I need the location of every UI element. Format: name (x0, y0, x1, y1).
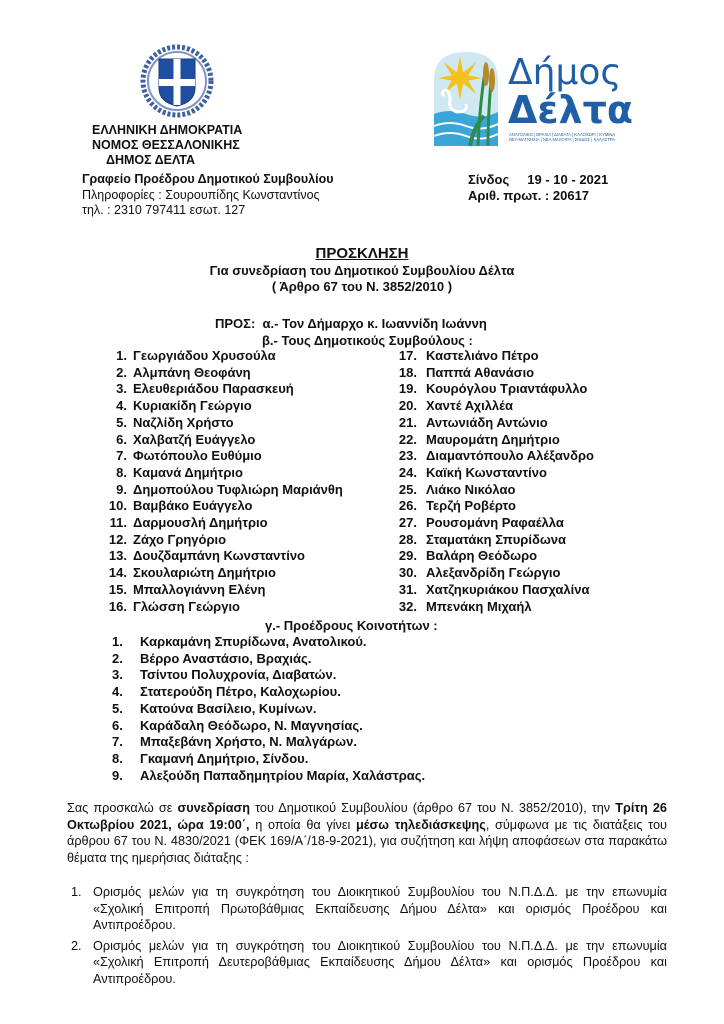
president-name: Καράδαλη Θεόδωρο, Ν. Μαγνησίας. (140, 717, 363, 733)
list-item (395, 498, 594, 515)
item-number: 1. (71, 885, 82, 899)
item-number: 17. (398, 348, 417, 363)
greek-coat-of-arms-icon (140, 44, 214, 118)
councillor-name: Ρουσομάνη Ραφαέλλα (426, 515, 564, 531)
councillor-name: Φωτόπουλο Ευθύμιο (133, 448, 262, 464)
list-item (112, 651, 425, 668)
list-item (104, 548, 343, 565)
councillor-name: Δουζδαμπάνη Κωνσταντίνο (133, 548, 305, 564)
list-item (104, 582, 343, 599)
president-name: Αλεξούδη Παπαδημητρίου Μαρία, Χαλάστρας. (140, 767, 426, 783)
office-name: Γραφείο Προέδρου Δημοτικού Συμβουλίου (82, 172, 334, 186)
councillor-name: Βαμβάκο Ευάγγελο (133, 498, 253, 514)
councillor-name: Αλμπάνη Θεοφάνη (133, 364, 251, 380)
item-number: 3. (112, 667, 123, 683)
president-name: Κατούνα Βασίλειο, Κυμίνων. (140, 700, 317, 716)
list-item (395, 415, 594, 432)
body-text: του Δημοτικού Συμβουλίου (άρθρο 67 του Ν. 3852/2010), την (249, 801, 616, 815)
councillor-name: Βαλάρη Θεόδωρο (426, 548, 538, 564)
item-number: 25. (398, 481, 417, 497)
councillor-name: Καμανά Δημήτριο (133, 464, 243, 480)
councillor-name: Χατζηκυριάκου Πασχαλίνα (426, 581, 590, 597)
body-text: η οποία θα γίνει (249, 817, 357, 832)
councillors-list-col1 (104, 348, 343, 615)
item-number: 30. (398, 565, 417, 581)
item-number: 4. (112, 684, 123, 700)
list-item (395, 465, 594, 482)
place-date: Σίνδος 19 - 10 - 2021 (468, 172, 609, 187)
item-number: 22. (398, 431, 417, 447)
councillor-name: Παππά Αθανάσιο (426, 364, 535, 380)
body-bold-session: συνεδρίαση (177, 801, 250, 815)
protocol-number: Αριθ. πρωτ. : 20617 (468, 188, 590, 203)
councillor-name: Αντωνιάδη Αντώνιο (426, 414, 548, 430)
councillor-name: Χαντέ Αχιλλέα (426, 398, 514, 414)
list-item (395, 448, 594, 465)
list-item (395, 582, 594, 599)
recipients-header (215, 316, 487, 349)
contact-info: Πληροφορίες : Σουρουπίδης Κωνσταντίνος (82, 187, 320, 202)
president-name: Καρκαμάνη Σπυρίδωνα, Ανατολικού. (140, 634, 367, 649)
item-number: 2. (71, 938, 82, 953)
item-number: 10. (108, 498, 127, 514)
body-text: Σας προσκαλώ σε (67, 801, 178, 815)
list-item (104, 398, 343, 415)
list-item (395, 398, 594, 415)
list-item (395, 532, 594, 549)
councillor-name: Μπενάκη Μιχαήλ (426, 598, 532, 614)
councillor-name: Τερζή Ροβέρτο (426, 498, 516, 514)
item-number: 19. (398, 381, 417, 397)
item-number: 21. (398, 414, 417, 430)
president-name: Στατερούδη Πέτρο, Καλοχωρίου. (140, 684, 341, 700)
list-item (104, 365, 343, 382)
municipality-logo (430, 50, 640, 150)
list-item (395, 482, 594, 499)
item-number: 8. (112, 750, 123, 766)
councillor-name: Ναζλίδη Χρήστο (133, 414, 234, 430)
councillor-name: Κυριακίδη Γεώργιο (133, 398, 252, 414)
list-item (112, 634, 425, 651)
item-number: 6. (116, 431, 127, 447)
list-item (395, 381, 594, 398)
list-item (112, 751, 425, 768)
list-item (395, 365, 594, 382)
item-number: 5. (116, 414, 127, 430)
list-item (104, 482, 343, 499)
list-item (395, 432, 594, 449)
agenda-item (67, 938, 667, 988)
list-item (104, 565, 343, 582)
item-number: 14. (108, 565, 127, 581)
agenda-list (67, 884, 667, 992)
community-presidents-list (112, 634, 425, 784)
municipality-name: ΔΗΜΟΣ ΔΕΛΤΑ (106, 153, 196, 167)
item-number: 15. (108, 581, 127, 597)
document-title: ΠΡΟΣΚΛΗΣΗ (315, 245, 409, 262)
councillor-name: Γεωργιάδου Χρυσούλα (133, 348, 276, 363)
item-number: 16. (108, 598, 127, 614)
list-item (112, 768, 425, 785)
item-number: 1. (116, 348, 127, 363)
list-item (104, 498, 343, 515)
country-name: ΕΛΛΗΝΙΚΗ ΔΗΜΟΚΡΑΤΙΑ (92, 123, 243, 137)
councillor-name: Μαυρομάτη Δημήτριο (426, 431, 560, 447)
list-item (104, 381, 343, 398)
logo-towns-2: ΝΕΑ ΜΑΓΝΗΣΙΑ | ΝΕΑ ΜΑΛΓΑΡΑ | ΣΙΝΔΟΣ | ΧΑΛΑΣΤΡΑ (509, 137, 616, 142)
councillor-name: Ελευθεριάδου Παρασκευή (133, 381, 294, 397)
item-number: 28. (398, 531, 417, 547)
list-item (112, 684, 425, 701)
councillor-name: Χαλβατζή Ευάγγελο (133, 431, 256, 447)
item-number: 29. (398, 548, 417, 564)
item-number: 2. (112, 650, 123, 666)
list-item (104, 599, 343, 616)
president-name: Τσίντου Πολυχρονία, Διαβατών. (140, 667, 337, 683)
logo-line2: Δέλτα (508, 88, 633, 132)
logo-towns-1: ΑΝΑΤΟΛΙΚΟ | ΒΡΑΧΙΑ | ΔΙΑΒΑΤΑ | ΚΑΛΟΧΩΡΙ | ΚΥΜΙΝΑ (509, 132, 616, 137)
community-presidents-label: γ.- Προέδρους Κοινοτήτων : (265, 618, 438, 633)
list-item (112, 701, 425, 718)
item-number: 9. (112, 767, 123, 783)
list-item (104, 415, 343, 432)
to-label: ΠΡΟΣ: (215, 316, 256, 331)
item-number: 13. (108, 548, 127, 564)
councillor-name: Μπαλλογιάννη Ελένη (133, 581, 266, 597)
item-number: 4. (116, 398, 127, 414)
agenda-item (67, 884, 667, 934)
item-number: 27. (398, 515, 417, 531)
item-number: 12. (108, 531, 127, 547)
councillor-name: Ζάχο Γρηγόριο (133, 531, 227, 547)
item-number: 24. (398, 464, 417, 480)
title-block (0, 245, 724, 295)
councillor-name: Λιάκο Νικόλαο (426, 481, 516, 497)
list-item (104, 515, 343, 532)
body-bold-datetime: Τρίτη 26 Οκτωβρίου 2021, ώρα 19:00΄, (67, 801, 667, 832)
delta-emblem-icon (430, 50, 502, 150)
item-number: 1. (112, 634, 123, 649)
recipient-mayor: α.- Τον Δήμαρχο κ. Ιωαννίδη Ιωάννη (262, 316, 487, 331)
list-item (112, 718, 425, 735)
body-bold-teleconference: μέσω τηλεδιάσκεψης (356, 817, 486, 832)
agenda-text: Ορισμός μελών για τη συγκρότηση του Διοικητικού Συμβουλίου του Ν.Π.Δ.Δ. με την επωνυμία «Σχολική Επιτροπή Πρωτοβάθμιας Εκπαίδευσης Δήμου Δέλτα» και ορισμός Προέδρου και Αντιπροέδρου. (93, 885, 667, 933)
councillor-name: Γλώσση Γεώργιο (133, 598, 240, 614)
list-item (395, 515, 594, 532)
item-number: 5. (112, 700, 123, 716)
title-subtitle: Για συνεδρίαση του Δημοτικού Συμβουλίου Δέλτα (209, 263, 515, 278)
prefecture-name: ΝΟΜΟΣ ΘΕΣΣΑΛΟΝΙΚΗΣ (92, 138, 240, 152)
councillor-name: Καστελιάνο Πέτρο (426, 348, 539, 363)
president-name: Γκαμανή Δημήτριο, Σίνδου. (140, 750, 309, 766)
item-number: 11. (109, 515, 127, 531)
list-item (104, 532, 343, 549)
item-number: 23. (398, 448, 417, 464)
councillor-name: Διαμαντόπουλο Αλέξανδρο (426, 448, 594, 464)
contact-phone: τηλ. : 2310 797411 εσωτ. 127 (82, 203, 246, 217)
councillor-name: Σκουλαριώτη Δημήτριο (133, 565, 276, 581)
issuer-header (90, 123, 242, 168)
list-item (395, 548, 594, 565)
councillor-name: Κουρόγλου Τριαντάφυλλο (426, 381, 588, 397)
list-item (112, 734, 425, 751)
office-block (82, 172, 334, 219)
list-item (104, 348, 343, 365)
item-number: 7. (116, 448, 127, 464)
item-number: 18. (398, 364, 417, 380)
item-number: 6. (112, 717, 123, 733)
list-item (112, 667, 425, 684)
item-number: 7. (112, 734, 123, 750)
item-number: 32. (398, 598, 417, 614)
logo-line1: Δήμος (508, 52, 622, 93)
item-number: 26. (398, 498, 417, 514)
president-name: Μπαξεβάνη Χρήστο, Ν. Μαλγάρων. (140, 734, 357, 750)
date-protocol-block (468, 172, 608, 204)
list-item (395, 599, 594, 616)
item-number: 31. (398, 581, 417, 597)
councillor-name: Καϊκή Κωνσταντίνο (426, 464, 547, 480)
item-number: 20. (398, 398, 417, 414)
list-item (104, 448, 343, 465)
councillor-name: Αλεξανδρίδη Γεώργιο (426, 565, 561, 581)
list-item (104, 465, 343, 482)
councillor-name: Σταματάκη Σπυρίδωνα (426, 531, 567, 547)
title-law-reference: ( Άρθρο 67 του Ν. 3852/2010 ) (271, 279, 453, 294)
item-number: 8. (116, 464, 127, 480)
item-number: 2. (116, 364, 127, 380)
item-number: 3. (116, 381, 127, 397)
list-item (395, 348, 594, 365)
president-name: Βέρρο Αναστάσιο, Βραχιάς. (140, 650, 312, 666)
councillors-list-col2 (395, 348, 594, 615)
agenda-text: Ορισμός μελών για τη συγκρότηση του Διοικητικού Συμβουλίου του Ν.Π.Δ.Δ. με την επωνυμία «Σχολική Επιτροπή Δευτεροβάθμιας Εκπαίδευσης Δήμου Δέλτα» και ορισμός Προέδρου και Αντιπροέδρου. (93, 938, 667, 986)
list-item (104, 432, 343, 449)
recipient-councillors-label: β.- Τους Δημοτικούς Συμβούλους : (262, 332, 473, 348)
invitation-paragraph (67, 800, 667, 866)
item-number: 9. (116, 481, 127, 497)
councillor-name: Δημοπούλου Τυφλιώρη Μαριάνθη (133, 481, 343, 497)
body-text: , σύμφωνα με τις διατάξεις του άρθρου 67 του Ν. 4830/2021 (ΦΕΚ 169/Α΄/18-9-2021), για συζήτηση και λήψη αποφάσεων στα παρακάτω θέματα της ημερήσιας διάταξης : (67, 817, 667, 865)
councillor-name: Δαρμουσλή Δημήτριο (133, 515, 268, 531)
list-item (395, 565, 594, 582)
